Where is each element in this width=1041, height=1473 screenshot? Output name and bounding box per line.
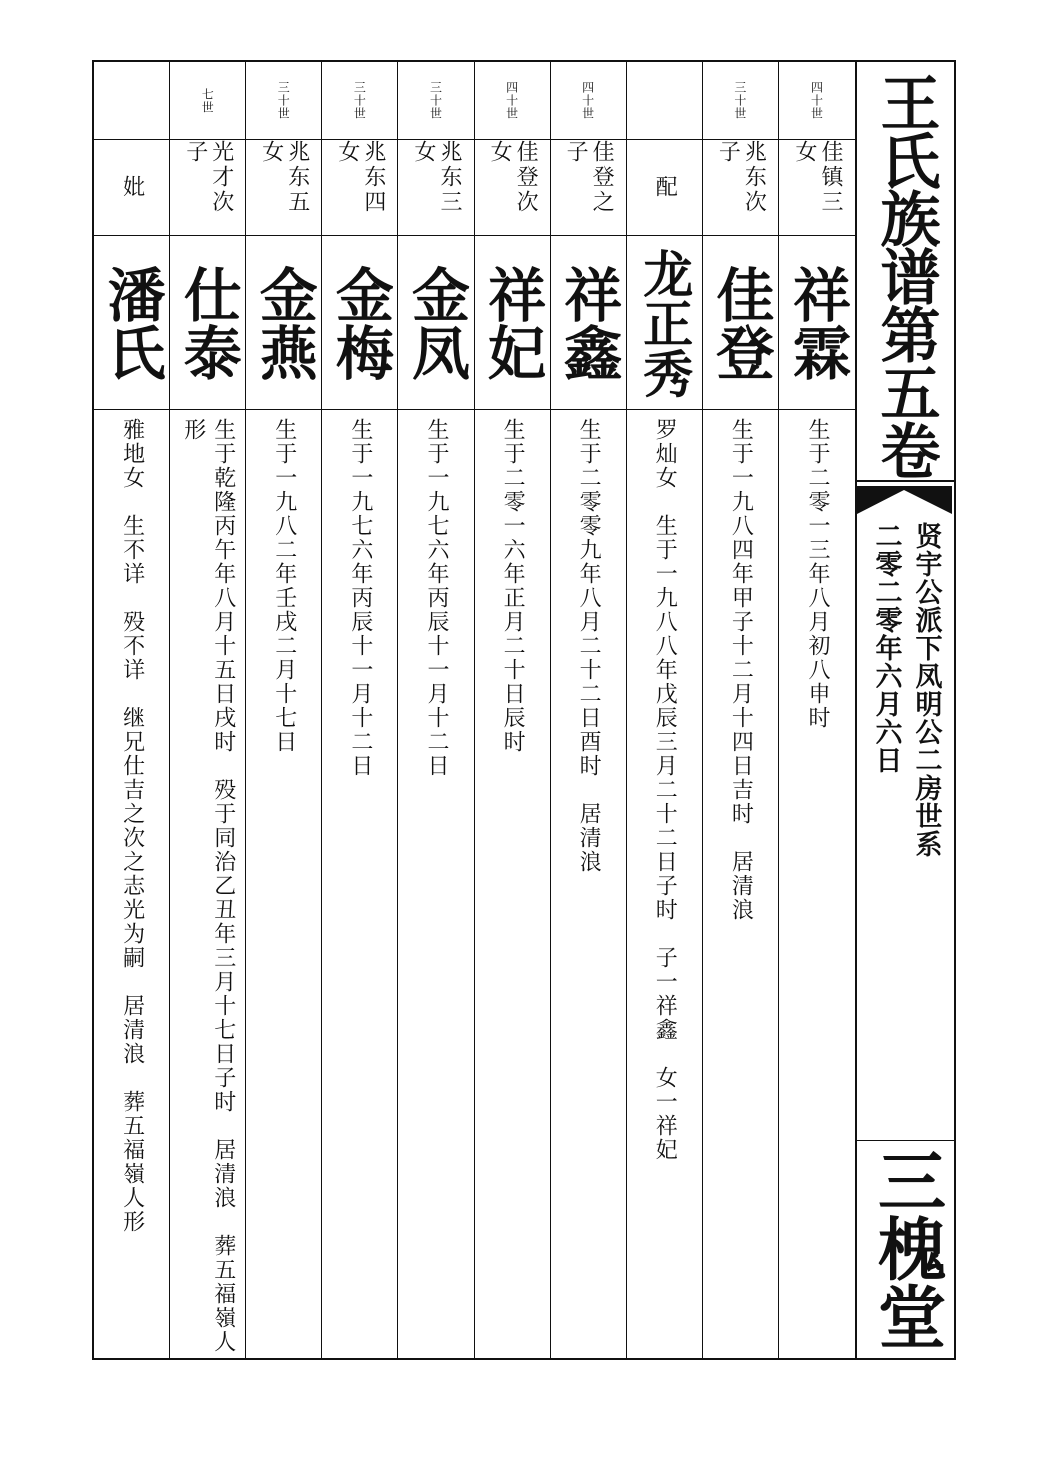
generation-label: 四十世 — [504, 81, 519, 120]
generation-cell — [398, 62, 473, 140]
entry-column — [779, 62, 855, 1358]
person-bio: 生于二零零九年八月二十二日酉时 居清浪 — [576, 418, 602, 874]
generation-label: 三十世 — [276, 81, 291, 120]
divider — [857, 480, 954, 482]
bio-cell — [398, 410, 473, 1358]
relation-label: 妣 — [119, 175, 145, 200]
relation-label: 兆东三女 — [410, 140, 462, 215]
bio-cell — [475, 410, 550, 1358]
person-bio: 生于一九七六年丙辰十一月十二日 — [423, 418, 449, 778]
person-bio: 生于一九八四年甲子十二月十四日吉时 居清浪 — [728, 418, 754, 922]
generation-label: 三十世 — [352, 81, 367, 120]
fishtail-ornament — [857, 486, 954, 514]
generation-cell — [779, 62, 855, 140]
name-cell — [94, 236, 169, 410]
relation-cell — [551, 140, 626, 236]
book-title: 王氏族谱第五卷 — [870, 72, 941, 478]
relation-cell — [703, 140, 778, 236]
name-cell — [703, 236, 778, 410]
title-strip — [855, 62, 954, 1358]
entry-column — [94, 62, 170, 1358]
entry-column — [170, 62, 246, 1358]
entry-column — [627, 62, 703, 1358]
bio-cell — [94, 410, 169, 1358]
person-name: 金凤 — [401, 264, 470, 381]
bio-cell — [246, 410, 321, 1358]
generation-cell — [246, 62, 321, 140]
person-name: 祥妃 — [478, 264, 547, 381]
person-bio: 生于二零一六年正月二十日辰时 — [500, 418, 526, 754]
generation-cell — [551, 62, 626, 140]
person-bio: 生于一九八二年壬戌二月十七日 — [271, 418, 297, 754]
hall-name-cell — [857, 1146, 954, 1358]
relation-label: 光才次子 — [182, 140, 234, 215]
person-name: 潘氏 — [97, 264, 166, 381]
person-name: 金燕 — [249, 264, 318, 381]
generation-cell — [703, 62, 778, 140]
bio-cell — [170, 410, 245, 1358]
bio-cell — [551, 410, 626, 1358]
entry-column — [398, 62, 474, 1358]
genealogy-table — [94, 62, 855, 1358]
person-name: 龙正秀 — [635, 247, 694, 398]
generation-cell — [94, 62, 169, 140]
relation-cell — [94, 140, 169, 236]
generation-cell — [322, 62, 397, 140]
relation-label: 兆东五女 — [258, 140, 310, 215]
subtitle-block — [857, 522, 954, 1122]
name-cell — [170, 236, 245, 410]
generation-label: 三十世 — [732, 81, 747, 120]
fishtail-icon — [857, 486, 952, 514]
person-bio: 雅地女 生不详 殁不详 继兄仕吉之次之志光为嗣 居清浪 葬五福嶺人形 — [119, 418, 145, 1234]
generation-label: 四十世 — [580, 81, 595, 120]
bio-cell — [322, 410, 397, 1358]
entry-column — [246, 62, 322, 1358]
name-cell — [627, 236, 702, 410]
name-cell — [779, 236, 855, 410]
relation-label: 兆东次子 — [715, 140, 767, 215]
genealogy-page — [92, 60, 956, 1360]
name-cell — [475, 236, 550, 410]
person-bio: 生于二零一三年八月初八申时 — [804, 418, 830, 730]
relation-cell — [170, 140, 245, 236]
hall-name: 三槐堂 — [866, 1146, 946, 1350]
relation-cell — [627, 140, 702, 236]
relation-label: 佳登次女 — [487, 140, 539, 215]
entry-column — [703, 62, 779, 1358]
bio-cell — [627, 410, 702, 1358]
person-bio: 生于一九七六年丙辰十一月十二日 — [347, 418, 373, 778]
bio-cell — [703, 410, 778, 1358]
person-bio: 生于乾隆丙午年八月十五日戌时 殁于同治乙丑年三月十七日子时 居清浪 葬五福嶺人形 — [180, 418, 236, 1354]
relation-cell — [779, 140, 855, 236]
person-name: 金梅 — [325, 264, 394, 381]
generation-label: 四十世 — [809, 81, 824, 120]
generation-cell — [475, 62, 550, 140]
book-title-cell — [857, 62, 954, 490]
name-cell — [398, 236, 473, 410]
divider — [857, 1140, 954, 1141]
relation-label: 佳登之子 — [563, 140, 615, 215]
entry-column — [475, 62, 551, 1358]
lineage-subtitle: 贤宇公派下凤明公二房世系 — [910, 522, 942, 858]
generation-label: 三十世 — [428, 81, 443, 120]
generation-cell — [170, 62, 245, 140]
relation-cell — [246, 140, 321, 236]
entry-column — [551, 62, 627, 1358]
person-name: 祥霖 — [782, 264, 851, 381]
name-cell — [246, 236, 321, 410]
generation-label: 七世 — [200, 87, 215, 114]
person-name: 祥鑫 — [554, 264, 623, 381]
relation-cell — [322, 140, 397, 236]
person-name: 仕泰 — [173, 264, 242, 381]
generation-cell — [627, 62, 702, 140]
person-bio: 罗灿女 生于一九八八年戊辰三月二十二日子时 子一祥鑫 女一祥妃 — [652, 418, 678, 1162]
name-cell — [551, 236, 626, 410]
name-cell — [322, 236, 397, 410]
relation-cell — [475, 140, 550, 236]
relation-label: 佳镇三女 — [791, 140, 843, 215]
compile-date: 二零二零年六月六日 — [870, 522, 902, 774]
person-name: 佳登 — [706, 264, 775, 381]
relation-label: 兆东四女 — [334, 140, 386, 215]
bio-cell — [779, 410, 855, 1358]
relation-cell — [398, 140, 473, 236]
relation-label: 配 — [652, 175, 678, 200]
entry-column — [322, 62, 398, 1358]
